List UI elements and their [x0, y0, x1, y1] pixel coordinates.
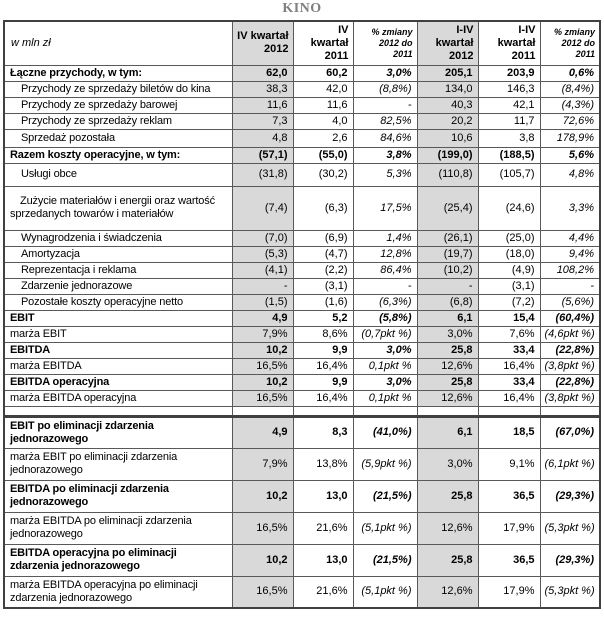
- value-cell: (41,0%): [353, 416, 417, 448]
- value-cell: 146,3: [478, 81, 540, 97]
- row-label: [4, 406, 232, 416]
- unit-label-cell: w mln zł: [4, 21, 232, 65]
- financial-table: [3, 20, 601, 609]
- value-cell: [478, 406, 540, 416]
- value-cell: 203,9: [478, 65, 540, 81]
- value-cell: 4,9: [232, 310, 293, 326]
- value-cell: 13,8%: [293, 448, 353, 480]
- table-row: [4, 390, 600, 406]
- row-label: Usługi obce: [4, 163, 232, 186]
- table-row: [4, 326, 600, 342]
- value-cell: 6,1: [417, 310, 478, 326]
- row-label: Wynagrodzenia i świadczenia: [4, 230, 232, 246]
- value-cell: 13,0: [293, 480, 353, 512]
- value-cell: (1,6): [293, 294, 353, 310]
- value-cell: 0,6%: [540, 65, 600, 81]
- value-cell: (6,3%): [353, 294, 417, 310]
- value-cell: (6,1pkt %): [540, 448, 600, 480]
- row-label: Reprezentacja i reklama: [4, 262, 232, 278]
- value-cell: 16,4%: [293, 390, 353, 406]
- table-row: [4, 310, 600, 326]
- column-header-change-q4: % zmiany 2012 do 2011: [353, 21, 417, 65]
- value-cell: 42,0: [293, 81, 353, 97]
- value-cell: 178,9%: [540, 129, 600, 147]
- value-cell: 12,6%: [417, 512, 478, 544]
- value-cell: (5,3pkt %): [540, 512, 600, 544]
- value-cell: 86,4%: [353, 262, 417, 278]
- value-cell: 60,2: [293, 65, 353, 81]
- value-cell: (24,6): [478, 186, 540, 230]
- value-cell: 40,3: [417, 97, 478, 113]
- page-title: KINO: [282, 1, 322, 16]
- value-cell: (67,0%): [540, 416, 600, 448]
- value-cell: (30,2): [293, 163, 353, 186]
- value-cell: (7,0): [232, 230, 293, 246]
- value-cell: (25,0): [478, 230, 540, 246]
- value-cell: (8,4%): [540, 81, 600, 97]
- value-cell: (110,8): [417, 163, 478, 186]
- value-cell: 21,6%: [293, 512, 353, 544]
- spacer-row: [4, 406, 600, 416]
- column-header-q4-2012: IV kwartał 2012: [232, 21, 293, 65]
- value-cell: 3,8%: [353, 147, 417, 163]
- value-cell: (5,1pkt %): [353, 512, 417, 544]
- table-row: [4, 544, 600, 576]
- value-cell: 13,0: [293, 544, 353, 576]
- column-header-q4-2011: IV kwartał 2011: [293, 21, 353, 65]
- value-cell: 25,8: [417, 544, 478, 576]
- value-cell: 11,7: [478, 113, 540, 129]
- table-row: [4, 480, 600, 512]
- value-cell: 4,9: [232, 416, 293, 448]
- row-label: Pozostałe koszty operacyjne netto: [4, 294, 232, 310]
- value-cell: 4,0: [293, 113, 353, 129]
- table-row: [4, 186, 600, 230]
- row-label: marża EBITDA operacyjna po eliminacji zdarzenia jednorazowego: [4, 576, 232, 608]
- value-cell: 5,3%: [353, 163, 417, 186]
- table-row: [4, 65, 600, 81]
- value-cell: (21,5%): [353, 480, 417, 512]
- value-cell: 33,4: [478, 374, 540, 390]
- value-cell: 3,0%: [353, 65, 417, 81]
- value-cell: 16,4%: [478, 390, 540, 406]
- value-cell: (6,8): [417, 294, 478, 310]
- row-label: Amortyzacja: [4, 246, 232, 262]
- value-cell: -: [353, 97, 417, 113]
- row-label: Sprzedaż pozostała: [4, 129, 232, 147]
- value-cell: (21,5%): [353, 544, 417, 576]
- value-cell: 20,2: [417, 113, 478, 129]
- value-cell: 16,5%: [232, 390, 293, 406]
- value-cell: (4,9): [478, 262, 540, 278]
- value-cell: (31,8): [232, 163, 293, 186]
- value-cell: 5,6%: [540, 147, 600, 163]
- row-label: EBITDA operacyjna: [4, 374, 232, 390]
- value-cell: 3,3%: [540, 186, 600, 230]
- value-cell: 17,9%: [478, 576, 540, 608]
- value-cell: [293, 406, 353, 416]
- value-cell: 9,9: [293, 374, 353, 390]
- table-body: [4, 65, 600, 608]
- value-cell: -: [353, 278, 417, 294]
- value-cell: (7,2): [478, 294, 540, 310]
- value-cell: 16,5%: [232, 576, 293, 608]
- table-row: [4, 147, 600, 163]
- row-label: Przychody ze sprzedaży biletów do kina: [4, 81, 232, 97]
- value-cell: 25,8: [417, 374, 478, 390]
- value-cell: (55,0): [293, 147, 353, 163]
- value-cell: (4,6pkt %): [540, 326, 600, 342]
- value-cell: (5,3pkt %): [540, 576, 600, 608]
- row-label: marża EBIT po eliminacji zdarzenia jednorazowego: [4, 448, 232, 480]
- value-cell: (22,8%): [540, 374, 600, 390]
- value-cell: (29,3%): [540, 544, 600, 576]
- value-cell: 82,5%: [353, 113, 417, 129]
- value-cell: 8,3: [293, 416, 353, 448]
- value-cell: 3,0%: [417, 448, 478, 480]
- value-cell: 16,5%: [232, 512, 293, 544]
- value-cell: (29,3%): [540, 480, 600, 512]
- value-cell: (0,7pkt %): [353, 326, 417, 342]
- value-cell: (2,2): [293, 262, 353, 278]
- value-cell: (5,1pkt %): [353, 576, 417, 608]
- value-cell: 18,5: [478, 416, 540, 448]
- value-cell: 17,9%: [478, 512, 540, 544]
- table-row: [4, 512, 600, 544]
- value-cell: 62,0: [232, 65, 293, 81]
- row-label: marża EBITDA po eliminacji zdarzenia jednorazowego: [4, 512, 232, 544]
- table-row: [4, 374, 600, 390]
- value-cell: 3,0%: [353, 374, 417, 390]
- value-cell: 72,6%: [540, 113, 600, 129]
- table-row: [4, 278, 600, 294]
- value-cell: (5,9pkt %): [353, 448, 417, 480]
- row-label: EBIT po eliminacji zdarzenia jednorazowego: [4, 416, 232, 448]
- value-cell: 4,8: [232, 129, 293, 147]
- value-cell: 10,2: [232, 374, 293, 390]
- value-cell: 0,1pkt %: [353, 358, 417, 374]
- table-row: [4, 163, 600, 186]
- value-cell: 5,2: [293, 310, 353, 326]
- table-row: [4, 358, 600, 374]
- value-cell: (6,3): [293, 186, 353, 230]
- value-cell: 21,6%: [293, 576, 353, 608]
- table-row: [4, 416, 600, 448]
- value-cell: (4,1): [232, 262, 293, 278]
- value-cell: 11,6: [293, 97, 353, 113]
- value-cell: 1,4%: [353, 230, 417, 246]
- value-cell: 12,6%: [417, 390, 478, 406]
- value-cell: (3,1): [293, 278, 353, 294]
- value-cell: [232, 406, 293, 416]
- value-cell: (3,1): [478, 278, 540, 294]
- row-label: EBITDA: [4, 342, 232, 358]
- value-cell: 134,0: [417, 81, 478, 97]
- column-header-change-ytd: % zmiany 2012 do 2011: [540, 21, 600, 65]
- value-cell: 10,2: [232, 342, 293, 358]
- value-cell: 36,5: [478, 544, 540, 576]
- value-cell: 12,8%: [353, 246, 417, 262]
- value-cell: (19,7): [417, 246, 478, 262]
- value-cell: (10,2): [417, 262, 478, 278]
- row-label: Zdarzenie jednorazowe: [4, 278, 232, 294]
- row-label: EBITDA po eliminacji zdarzenia jednorazowego: [4, 480, 232, 512]
- row-label: marża EBITDA operacyjna: [4, 390, 232, 406]
- value-cell: (3,8pkt %): [540, 390, 600, 406]
- value-cell: (3,8pkt %): [540, 358, 600, 374]
- value-cell: 10,2: [232, 544, 293, 576]
- value-cell: -: [417, 278, 478, 294]
- value-cell: (5,3): [232, 246, 293, 262]
- value-cell: 42,1: [478, 97, 540, 113]
- value-cell: -: [540, 278, 600, 294]
- value-cell: (188,5): [478, 147, 540, 163]
- value-cell: 3,8: [478, 129, 540, 147]
- row-label: EBITDA operacyjna po eliminacji zdarzenia jednorazowego: [4, 544, 232, 576]
- value-cell: 33,4: [478, 342, 540, 358]
- value-cell: 3,0%: [417, 326, 478, 342]
- value-cell: 38,3: [232, 81, 293, 97]
- value-cell: 36,5: [478, 480, 540, 512]
- row-label: Łączne przychody, w tym:: [4, 65, 232, 81]
- value-cell: 7,3: [232, 113, 293, 129]
- row-label: marża EBIT: [4, 326, 232, 342]
- table-row: [4, 448, 600, 480]
- value-cell: 84,6%: [353, 129, 417, 147]
- value-cell: (5,8%): [353, 310, 417, 326]
- value-cell: [353, 406, 417, 416]
- value-cell: 205,1: [417, 65, 478, 81]
- value-cell: [540, 406, 600, 416]
- value-cell: 15,4: [478, 310, 540, 326]
- value-cell: (4,7): [293, 246, 353, 262]
- value-cell: 7,6%: [478, 326, 540, 342]
- value-cell: 10,6: [417, 129, 478, 147]
- table-row: [4, 230, 600, 246]
- value-cell: 12,6%: [417, 358, 478, 374]
- value-cell: -: [232, 278, 293, 294]
- table-row: [4, 113, 600, 129]
- table-row: [4, 97, 600, 113]
- value-cell: 4,4%: [540, 230, 600, 246]
- value-cell: (6,9): [293, 230, 353, 246]
- value-cell: [417, 406, 478, 416]
- row-label: Razem koszty operacyjne, w tym:: [4, 147, 232, 163]
- table-row: [4, 246, 600, 262]
- value-cell: (7,4): [232, 186, 293, 230]
- value-cell: 16,4%: [293, 358, 353, 374]
- value-cell: 25,8: [417, 342, 478, 358]
- value-cell: 11,6: [232, 97, 293, 113]
- value-cell: 7,9%: [232, 448, 293, 480]
- value-cell: 16,4%: [478, 358, 540, 374]
- row-label: marża EBITDA: [4, 358, 232, 374]
- value-cell: (60,4%): [540, 310, 600, 326]
- value-cell: 0,1pkt %: [353, 390, 417, 406]
- column-header-ytd-2012: I-IV kwartał 2012: [417, 21, 478, 65]
- table-row: [4, 81, 600, 97]
- table-row: [4, 294, 600, 310]
- value-cell: (26,1): [417, 230, 478, 246]
- row-label: EBIT: [4, 310, 232, 326]
- value-cell: (199,0): [417, 147, 478, 163]
- value-cell: (25,4): [417, 186, 478, 230]
- row-label: Zużycie materiałów i energii oraz wartość sprzedanych towarów i materiałów: [4, 186, 232, 230]
- value-cell: 17,5%: [353, 186, 417, 230]
- value-cell: 9,9: [293, 342, 353, 358]
- value-cell: (57,1): [232, 147, 293, 163]
- value-cell: 8,6%: [293, 326, 353, 342]
- value-cell: 2,6: [293, 129, 353, 147]
- value-cell: 6,1: [417, 416, 478, 448]
- value-cell: 12,6%: [417, 576, 478, 608]
- value-cell: 4,8%: [540, 163, 600, 186]
- value-cell: (105,7): [478, 163, 540, 186]
- table-row: [4, 576, 600, 608]
- value-cell: 108,2%: [540, 262, 600, 278]
- value-cell: (22,8%): [540, 342, 600, 358]
- value-cell: (5,6%): [540, 294, 600, 310]
- value-cell: 16,5%: [232, 358, 293, 374]
- value-cell: (18,0): [478, 246, 540, 262]
- header-row: [4, 21, 600, 65]
- column-header-ytd-2011: I-IV kwartał 2011: [478, 21, 540, 65]
- value-cell: 10,2: [232, 480, 293, 512]
- value-cell: 25,8: [417, 480, 478, 512]
- row-label: Przychody ze sprzedaży reklam: [4, 113, 232, 129]
- table-row: [4, 262, 600, 278]
- row-label: Przychody ze sprzedaży barowej: [4, 97, 232, 113]
- value-cell: (8,8%): [353, 81, 417, 97]
- table-row: [4, 129, 600, 147]
- table-row: [4, 342, 600, 358]
- value-cell: 9,1%: [478, 448, 540, 480]
- value-cell: 9,4%: [540, 246, 600, 262]
- value-cell: 3,0%: [353, 342, 417, 358]
- value-cell: (1,5): [232, 294, 293, 310]
- value-cell: (4,3%): [540, 97, 600, 113]
- value-cell: 7,9%: [232, 326, 293, 342]
